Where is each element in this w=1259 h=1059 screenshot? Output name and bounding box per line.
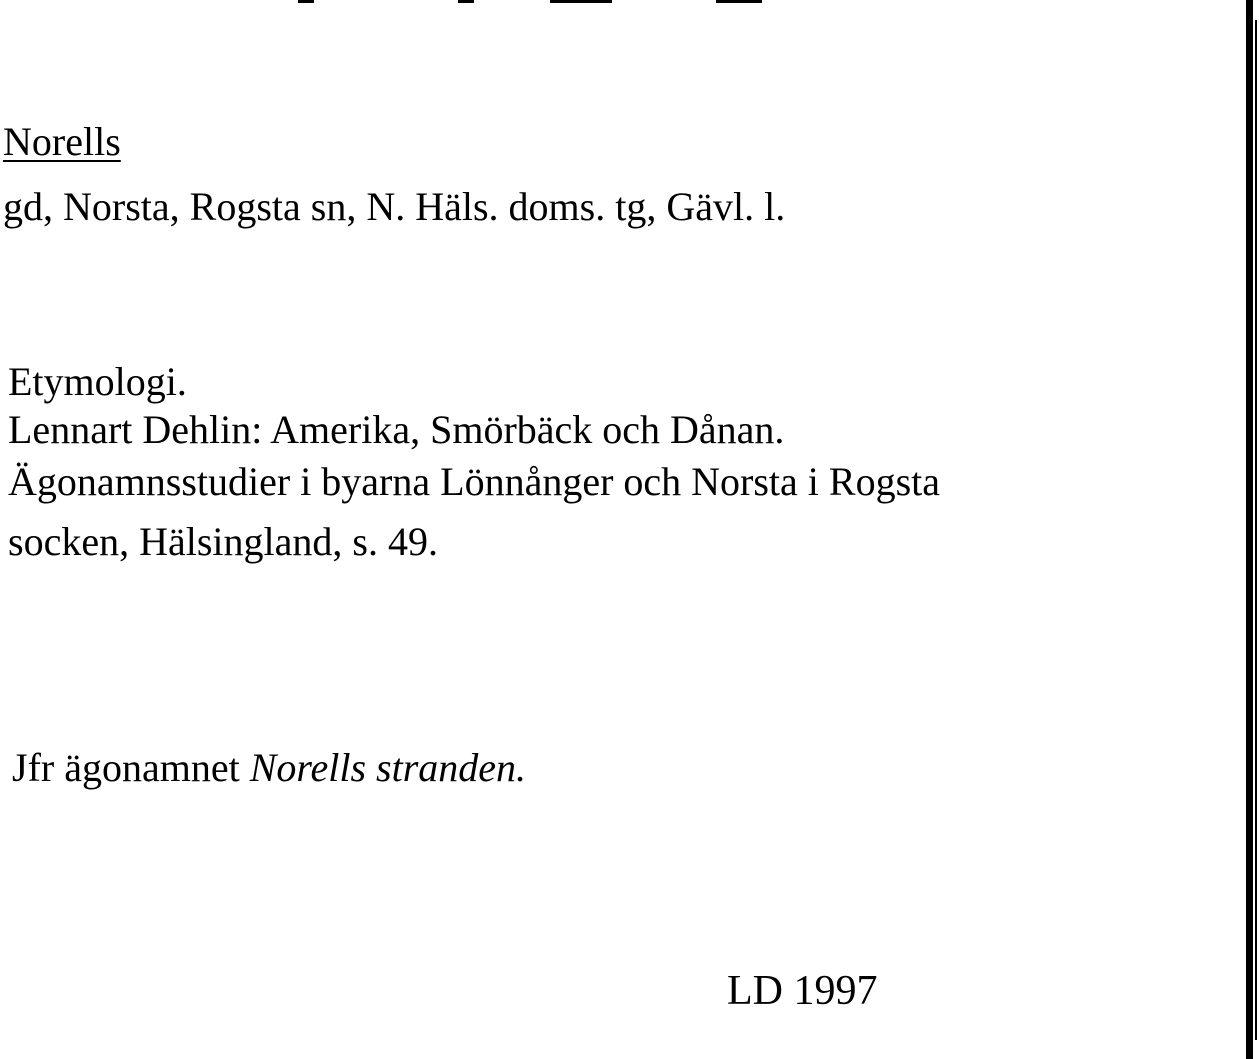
- source-line: Ägonamnsstudier i byarna Lönnånger och Norsta i Rogsta: [8, 459, 941, 504]
- headword: Norells: [3, 119, 121, 164]
- source-line: socken, Hälsingland, s. 49.: [8, 519, 438, 564]
- scan-artifact-mark: [458, 0, 474, 3]
- author-signature: LD 1997: [727, 968, 878, 1014]
- location-line: gd, Norsta, Rogsta sn, N. Häls. doms. tg, Gävl. l.: [3, 184, 786, 229]
- scan-border-edge: [1246, 0, 1253, 1059]
- etymology-heading: Etymologi.: [8, 359, 187, 404]
- cross-reference-prefix: Jfr ägonamnet: [12, 745, 250, 790]
- scan-artifact-mark: [298, 0, 314, 3]
- cross-reference: [12, 745, 527, 790]
- cross-reference-name: Norells stranden.: [249, 745, 527, 790]
- scan-artifact-mark: [550, 0, 612, 3]
- scan-border-edge: [1255, 20, 1257, 1040]
- scan-artifact-mark: [716, 0, 762, 3]
- source-line: Lennart Dehlin: Amerika, Smörbäck och Dånan.: [8, 407, 785, 452]
